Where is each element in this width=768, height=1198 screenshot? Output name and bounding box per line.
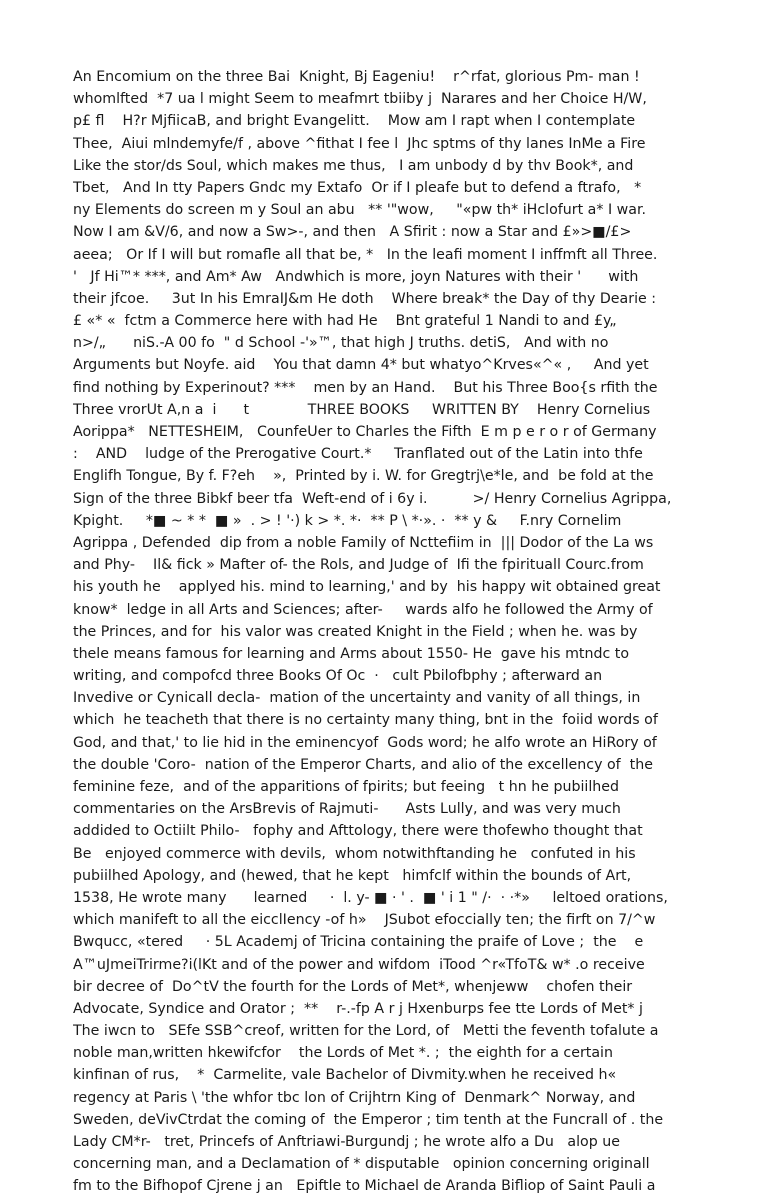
text-line-6: Tbet, And In tty Papers Gndc my Extafo Or if I pleafe but to defend a ftrafo, *: [73, 179, 642, 196]
text-line-47: regency at Paris \ 'the whfor tbc lon of Crijhtrn King of Denmark^ Norway, and: [73, 1089, 636, 1106]
text-line-3: p£ fl H?r MjfiicaB, and bright Evangelitt. Mow am I rapt when I contemplate: [73, 113, 636, 130]
text-line-37: pubiilhed Apology, and (hewed, that he kept himfclf within the bounds of Art,: [73, 867, 632, 884]
text-line-38: 1538, He wrote many learned · l. y- ■ · ' . ■ ' i 1 " /· · ·*» leltoed orations,: [73, 889, 668, 906]
text-line-9: aeea; Or If I will but romafle all that be, * In the leafi moment I inffmft all Three.: [73, 246, 658, 263]
text-line-29: Invedive or Cynicall decla- mation of the uncertainty and vanity of all things, in: [73, 690, 641, 707]
text-line-10: ' Jf Hi™* ***, and Am* Aw Andwhich is more, joyn Natures with their ' with: [73, 268, 639, 285]
document-page: [73, 66, 697, 1198]
text-line-35: addided to Octiilt Philo- fophy and Afttology, there were thofewho thought that: [73, 823, 643, 840]
text-line-5: Like the stor/ds Soul, which makes me thus, I am unbody d by thv Book*, and: [73, 157, 634, 174]
text-line-23: and Phy- Il& fick » Mafter of- the Rols, and Judge of Ifi the fpirituall Courc.from: [73, 557, 644, 574]
text-line-24: his youth he applyed his. mind to learning,' and by his happy wit obtained great: [73, 579, 661, 596]
text-line-34: commentaries on the ArsBrevis of Rajmuti- Asts Lully, and was very much: [73, 801, 621, 818]
text-line-31: God, and that,' to lie hid in the eminencyof Gods word; he alfo wrote an HiRory of: [73, 734, 657, 751]
text-line-51: fm to the Bifhopof Cjrene j an Epiftle to Michael de Aranda Bifliop of Saint Pauli a: [73, 1178, 656, 1195]
text-line-26: the Princes, and for his valor was created Knight in the Field ; when he. was by: [73, 623, 638, 640]
text-line-32: the double 'Coro- nation of the Emperor Charts, and alio of the excellency of the: [73, 756, 653, 773]
text-line-18: : AND ludge of the Prerogative Court.* Tranflated out of the Latin into thfe: [73, 446, 643, 463]
text-line-21: Kpight. *■ ~ * * ■ » . > ! '·) k > *. *· ** P \ *·». · ** y & F.nry Cornelim: [73, 512, 622, 529]
text-line-36: Be enjoyed commerce with devils, whom notwithftanding he confuted in his: [73, 845, 636, 862]
text-line-48: Sweden, deVivCtrdat the coming of the Emperor ; tim tenth at the Funcrall of . the: [73, 1111, 664, 1128]
text-line-20: Sign of the three Bibkf beer tfa Weft-end of i 6y i. >/ Henry Cornelius Agrippa,: [73, 490, 672, 507]
text-line-14: Arguments but Noyfe. aid You that damn 4* but whatyo^Krves«^« , And yet: [73, 357, 649, 374]
text-line-41: A™uJmeiTrirme?i(lKt and of the power and wifdom iTood ^r«TfoT& w* .o receive: [73, 956, 645, 973]
text-line-46: kinfinan of rus, * Carmelite, vale Bachelor of Divmity.when he received h«: [73, 1067, 617, 1084]
text-line-11: their jfcoe. 3ut In his EmraIJ&m He doth Where break* the Day of thy Dearie :: [73, 290, 657, 307]
text-line-50: concerning man, and a Declamation of * disputable opinion concerning originall: [73, 1156, 650, 1173]
text-line-19: Englifh Tongue, By f. F?eh », Printed by i. W. for Gregtrj\e*le, and be fold at the: [73, 468, 654, 485]
text-line-16: Three vrorUt A,n a i t THREE BOOKS WRITTEN BY Henry Cornelius: [73, 401, 651, 418]
text-line-8: Now I am &V/6, and now a Sw>-, and then A Sfirit : now a Star and £»>■/£>: [73, 224, 632, 241]
text-line-13: n>/„ niS.-A 00 fo " d School -'»™, that high J truths. detiS, And with no: [73, 335, 609, 352]
text-line-44: The iwcn to SEfe SSB^creof, written for the Lord, of Metti the feventh tofalute a: [73, 1023, 659, 1040]
text-line-49: Lady CM*r- tret, Princefs of Anftriawi-Burgundj ; he wrote alfo a Du alop ue: [73, 1134, 620, 1150]
text-line-28: writing, and compofcd three Books Of Oc · cult Pbilofbphy ; afterward an: [73, 668, 603, 685]
text-line-25: know* ledge in all Arts and Sciences; after- wards alfo he followed the Army of: [73, 601, 653, 618]
text-line-40: Bwqucc, «tered · 5L Academj of Tricina containing the praife of Love ; the e: [73, 934, 644, 951]
text-line-43: Advocate, Syndice and Orator ; ** r-.-fp A r j Hxenburps fee tte Lords of Met* j: [73, 1000, 643, 1017]
text-line-27: thele means famous for learning and Arms about 1550- He gave his mtndc to: [73, 645, 629, 662]
text-line-7: ny Elements do screen m y Soul an abu ** '"wow, "«pw th* iHclofurt a* I war.: [73, 202, 646, 219]
text-line-42: bir decree of Do^tV the fourth for the Lords of Met*, whenjeww chofen their: [73, 978, 633, 995]
text-line-45: noble man,written hkewifcfor the Lords of Met *. ; the eighth for a certain: [73, 1045, 613, 1062]
text-line-15: find nothing by Experinout? *** men by an Hand. But his Three Boo{s rfith the: [73, 379, 658, 396]
text-line-30: which he teacheth that there is no certainty many thing, bnt in the foiid words of: [73, 712, 658, 729]
text-line-4: Thee, Aiui mlndemyfe/f , above ^fithat I fee l Jhc sptms of thy lanes InMe a Fire: [73, 135, 646, 152]
text-line-17: Aorippa* NETTESHEIM, CounfeUer to Charles the Fifth E m p e r o r of Germany: [73, 424, 657, 440]
text-line-39: which manifeft to all the eicclIency -of h» JSubot efoccially ten; the firft on 7/^w: [73, 912, 656, 929]
text-line-1: An Encomium on the three Bai Knight, Bj Eageniu! r^rfat, glorious Pm- man !: [73, 69, 640, 85]
text-line-2: whomlfted *7 ua l might Seem to meafmrt tbiiby j Narares and her Choice H/W,: [73, 91, 647, 108]
text-line-33: feminine feze, and of the apparitions of fpirits; but feeing t hn he pubiilhed: [73, 779, 619, 795]
text-line-12: £ «* « fctm a Commerce here with had He Bnt grateful 1 Nandi to and £y„: [73, 313, 617, 330]
text-line-22: Agrippa , Defended dip from a noble Family of Ncttefiim in ||| Dodor of the La ws: [73, 534, 654, 551]
